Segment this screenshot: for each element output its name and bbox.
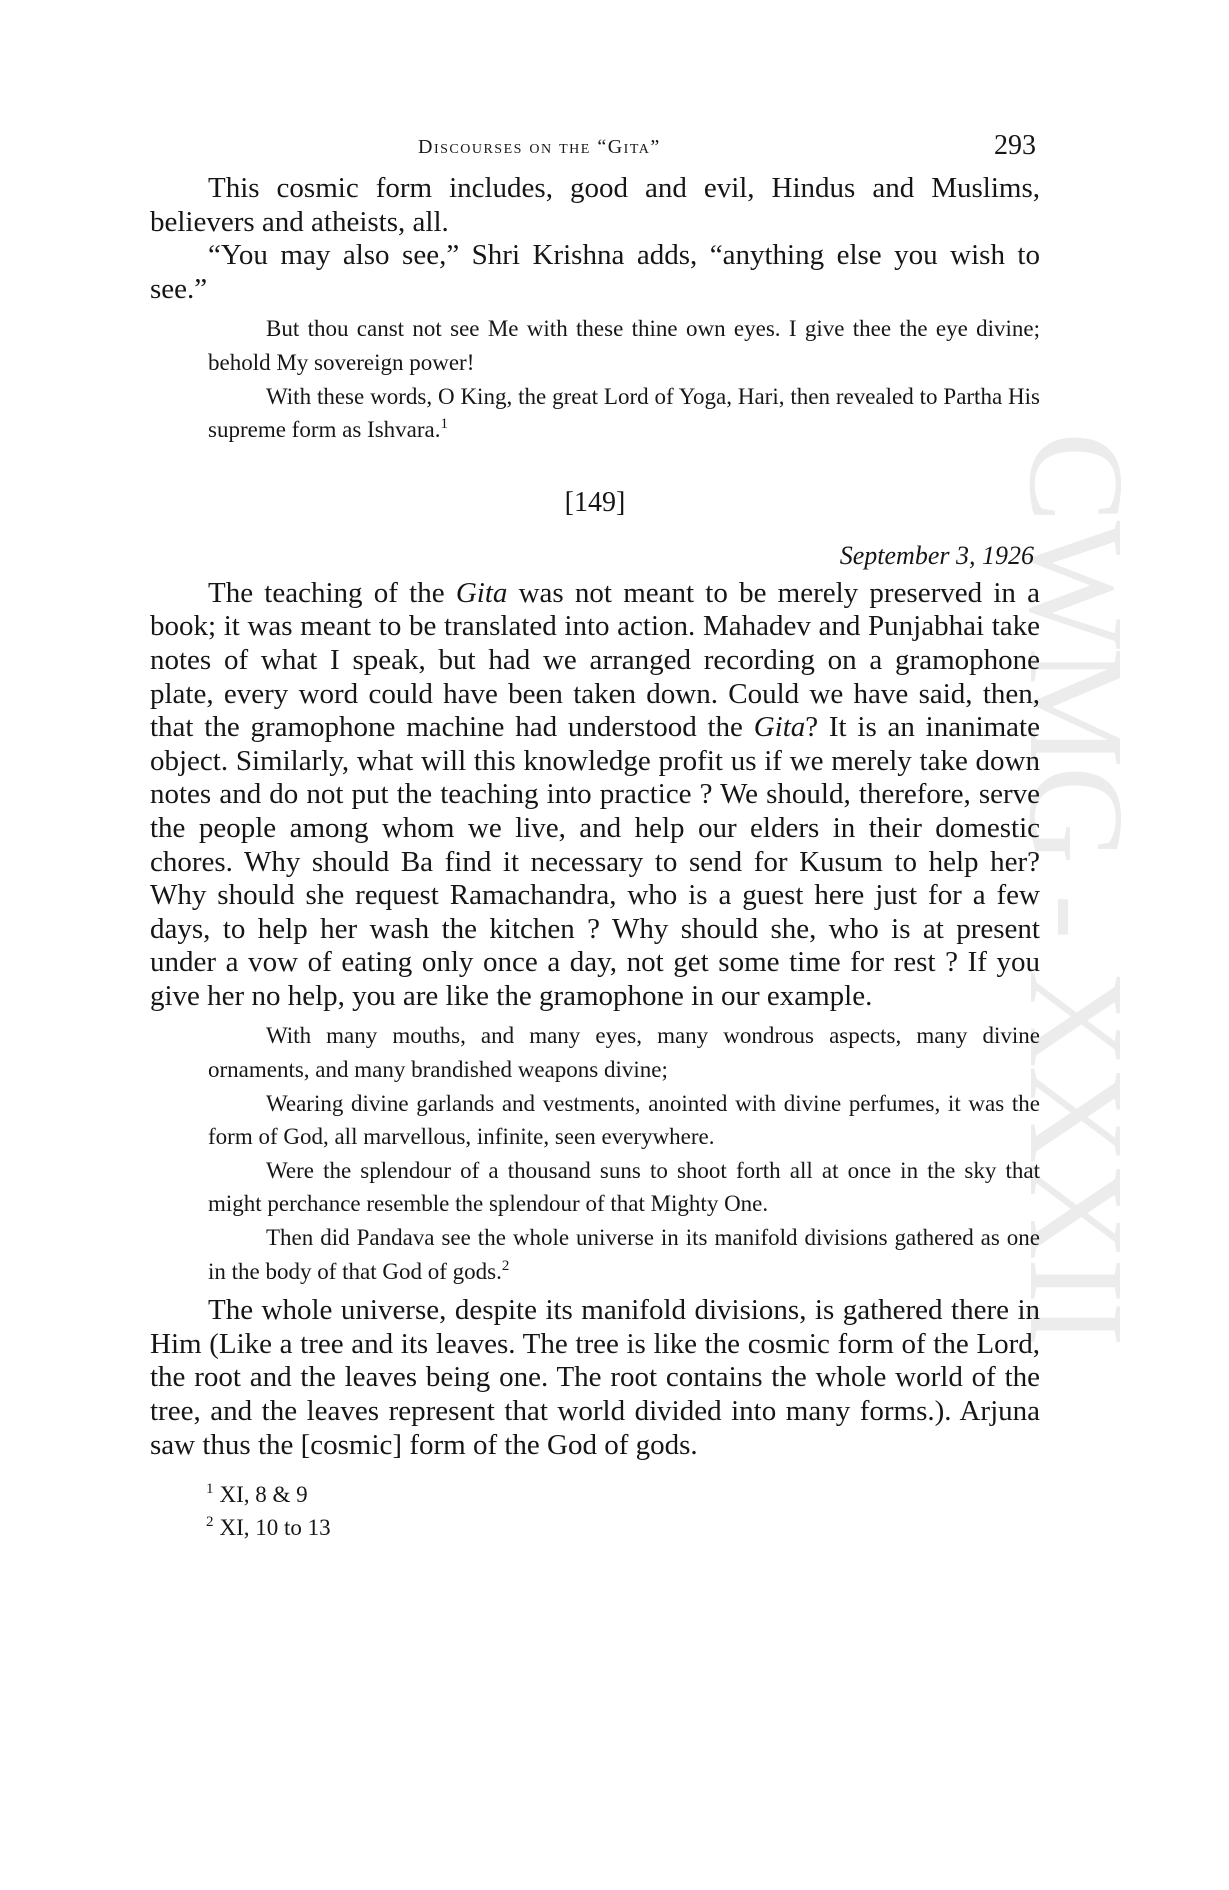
footnotes [206,1478,1040,1544]
paragraph-text: The teaching of the [208,576,456,609]
discourse-date: September 3, 1926 [839,540,1034,570]
running-title: Discourses on the “Gita” [418,136,661,158]
footnote-text: XI, 8 & 9 [219,1482,308,1508]
page-content [150,128,1040,1544]
page-number: 293 [994,130,1036,161]
running-head [150,128,1040,172]
gita-title: Gita [455,576,508,609]
gita-quote-block-1 [150,312,1040,446]
gita-quote: But thou canst not see Me with these thine own eyes. I give thee the eye divine; behold My sovereign power! [208,316,1040,375]
gita-quote: With many mouths, and many eyes, many wondrous aspects, many divine ornaments, and many brandished weapons divine; [208,1023,1040,1083]
opening-paragraph-1: This cosmic form includes, good and evil, Hindus and Muslims, believers and atheists, all. [150,172,1040,238]
watermark-text: CWMG - XXXII [1001,432,1151,1345]
footnote-text: XI, 10 to 13 [219,1515,331,1541]
footnote-number: 1 [206,1481,214,1498]
gita-title: Gita [753,711,806,744]
footnote-number: 2 [206,1514,214,1531]
paragraph-text: was not meant to be merely preserved in a book; it was meant to be translated into action. Mahadev and Punjabhai take notes of what I speak, but had we arranged recording on a gramophone plate, every word could have been taken down. Could we have said, then, that the gramophone machine had understood the [150,576,1040,744]
footnote [206,1511,1040,1544]
gita-quote-block-2 [150,1019,1040,1288]
gita-quote: Were the splendour of a thousand suns to shoot forth all at once in the sky that might perchance resemble the splendour of that Mighty One. [208,1157,1040,1217]
footnote-marker: 2 [501,1257,510,1274]
paragraph-text: ? It is an inanimate object. Similarly, what will this knowledge profit us if we merely take down notes and do not put the teaching into practice ? We should, therefore, serve the people among whom we live, and help our elders in their domestic chores. Why should Ba find it necessary to send for Kusum to help her? Why should she request Ramachandra, who is a guest here just for a few days, to help her wash the kitchen ? Why should she, who is at present under a vow of eating only once a day, not get some time for rest ? If you give her no help, you are like the gramophone in our example. [150,711,1040,1012]
gita-quote-with-note [208,1221,1040,1288]
gita-quote-text: With these words, O King, the great Lord of Yoga, Hari, then revealed to Partha His supreme form as Ishvara. [208,383,1040,443]
gita-quote-with-note [208,380,1040,447]
section-number: [149] [564,486,626,518]
discourse-paragraph-1 [150,577,1040,1014]
opening-paragraph-2: “You may also see,” Shri Krishna adds, “anything else you wish to see.” [150,239,1040,305]
gita-quote: Wearing divine garlands and vestments, anointed with divine perfumes, it was the form of God, all marvellous, infinite, seen everywhere. [208,1090,1040,1150]
gita-quote-text: Then did Pandava see the whole universe in its manifold divisions gathered as one in the body of that God of gods. [208,1225,1040,1284]
discourse-paragraph-2: The whole universe, despite its manifold divisions, is gathered there in Him (Like a tree and its leaves. The tree is like the cosmic form of the Lord, the root and the leaves being one. The root contains the whole world of the tree, and the leaves represent that world divided into many forms.). Arjuna saw thus the [cosmic] form of the God of gods. [150,1294,1040,1461]
footnote [206,1478,1040,1511]
footnote-marker: 1 [440,416,448,433]
